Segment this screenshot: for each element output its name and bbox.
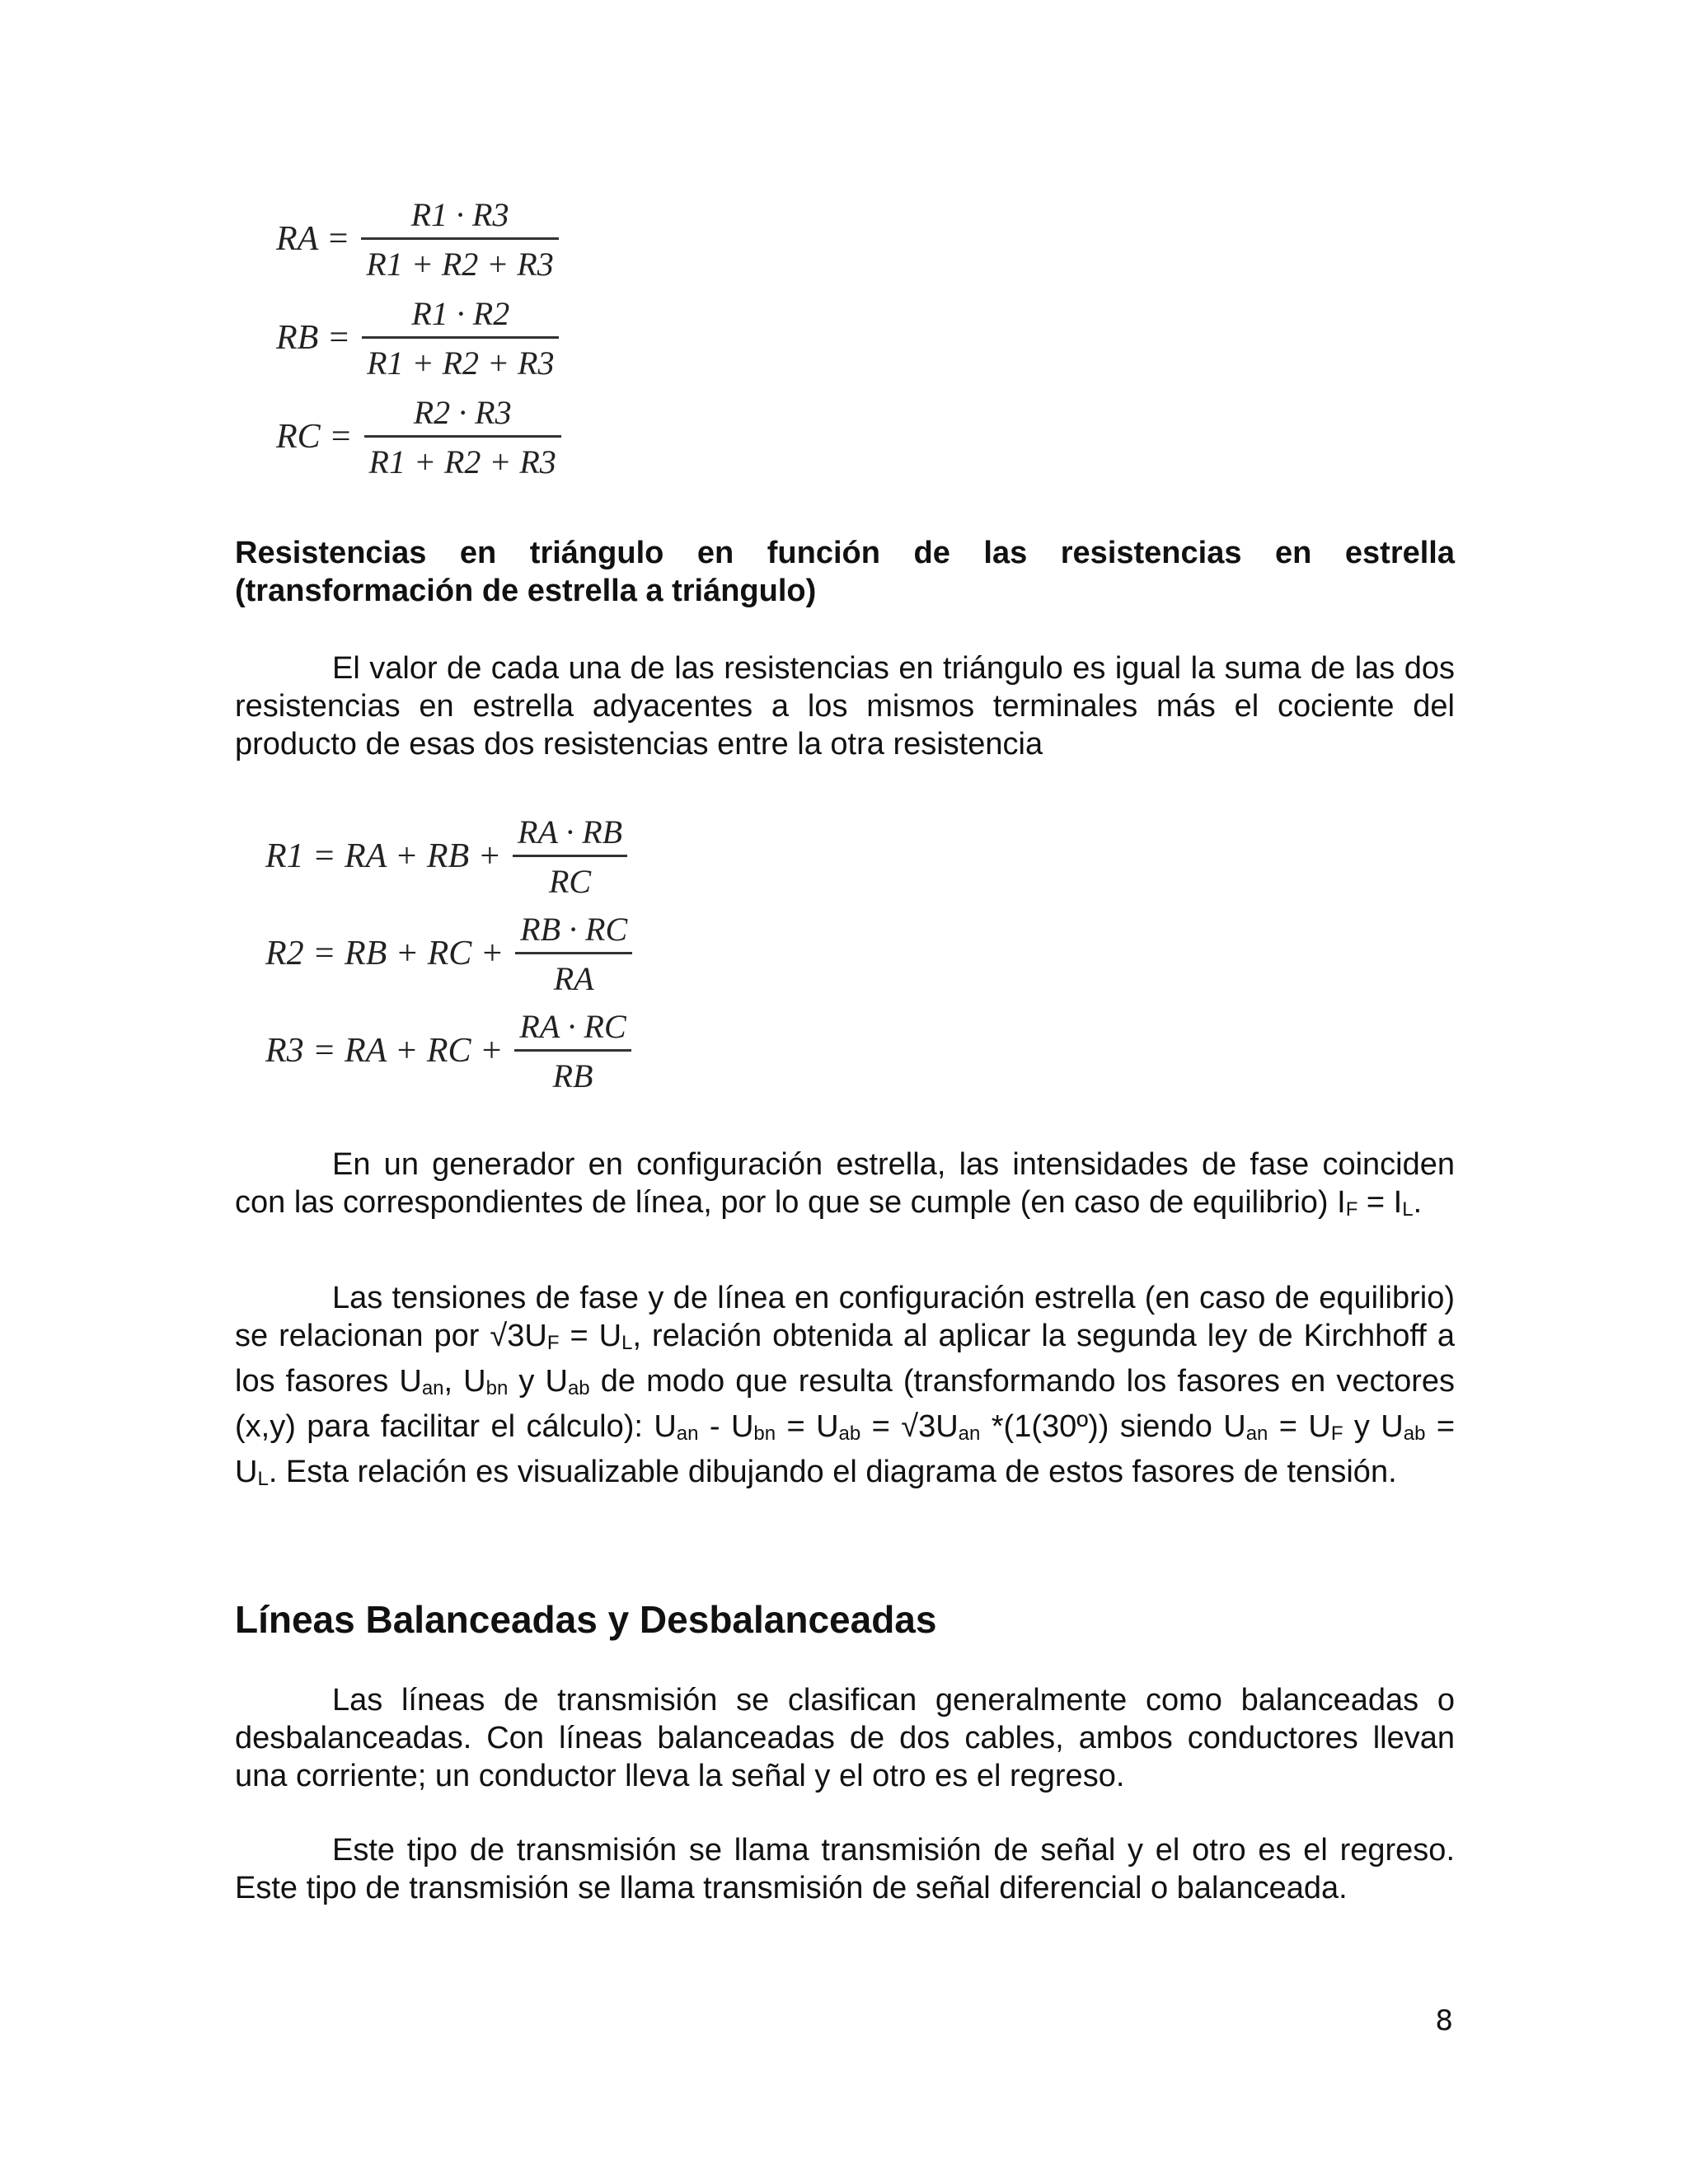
fraction (362, 294, 559, 382)
subscript: F (546, 1332, 560, 1354)
equation-rc (276, 387, 561, 486)
denominator: R1 + R2 + R3 (367, 344, 555, 382)
equation-lhs: R3 = RA + RC + (265, 1032, 504, 1070)
subscript: bn (753, 1422, 776, 1445)
text: *(1(30º)) siendo U (980, 1409, 1246, 1444)
numerator: R1 · R2 (411, 294, 510, 332)
text: = U (1268, 1409, 1331, 1444)
lines-paragraph-2: Este tipo de transmisión se llama transmisión de señal y el otro es el regreso. Este tipo de transmisión se llama transmisión de señal diferencial o balanceada. (235, 1833, 1455, 1905)
numerator: RA · RC (519, 1007, 626, 1045)
denominator: RA (553, 959, 594, 997)
numerator: R2 · R3 (413, 393, 512, 431)
tensions-paragraph (235, 1279, 1455, 1498)
delta-equations (265, 808, 632, 1099)
text: . (1413, 1185, 1423, 1220)
text: = U (559, 1319, 622, 1353)
equation-rb (276, 288, 561, 387)
page-number: 8 (1435, 2004, 1453, 2037)
denominator: RC (548, 862, 592, 900)
equation-r3 (265, 1002, 632, 1099)
subscript: L (257, 1468, 269, 1490)
fraction (515, 910, 632, 998)
subscript: an (1245, 1422, 1268, 1445)
subscript: ab (838, 1422, 861, 1445)
text: = U (235, 1409, 1456, 1489)
text: - U (698, 1409, 754, 1444)
delta-paragraph: El valor de cada una de las resistencias en triángulo es igual la suma de las dos resistencias en estrella adyacentes a los mismos terminales más el cociente del producto de esas dos resistencias entre la otra resistencia (235, 651, 1455, 762)
fraction (513, 813, 627, 901)
text: . Esta relación es visualizable dibujando el diagrama de estos fasores de tensión. (268, 1455, 1397, 1489)
fraction (514, 1007, 631, 1095)
equation-ra (276, 190, 561, 288)
numerator: RA · RB (518, 813, 623, 851)
section-title: Líneas Balanceadas y Desbalanceadas (235, 1598, 937, 1641)
subscript: L (1402, 1198, 1414, 1221)
subscript: F (1345, 1198, 1358, 1221)
star-equations (276, 190, 561, 486)
text: , U (443, 1364, 486, 1399)
delta-heading: Resistencias en triángulo en función de las resistencias en estrella (transformación de estrella a triángulo) (235, 536, 1455, 608)
generator-paragraph (235, 1146, 1455, 1229)
subscript: L (621, 1332, 633, 1354)
subscript: an (958, 1422, 981, 1445)
text: = √3U (860, 1409, 959, 1444)
text: y U (1343, 1409, 1404, 1444)
lines-paragraph-1: Las líneas de transmisión se clasifican generalmente como balanceadas o desbalanceadas. Con líneas balanceadas de dos cables, ambos conductores llevan una corriente; un conductor lleva la señal y el otro es el regreso. (235, 1683, 1455, 1793)
equation-lhs: RB = (276, 319, 351, 357)
denominator: RB (552, 1057, 593, 1094)
numerator: RB · RC (520, 910, 628, 948)
equation-lhs: R1 = RA + RB + (265, 837, 502, 875)
text: Las tensiones de fase y de línea en configuración estrella (en caso de equilibrio) se relacionan por √3U (235, 1281, 1455, 1353)
text: = I (1357, 1185, 1403, 1220)
text: En un generador en configuración estrella, las intensidades de fase coinciden con las correspondientes de línea, por lo que se cumple (en caso de equilibrio) I (235, 1147, 1455, 1220)
equation-lhs: RC = (276, 418, 353, 456)
equation-lhs: RA = (276, 220, 350, 258)
text: , relación obtenida al aplicar la segunda ley de Kirchhoff a los fasores U (235, 1319, 1455, 1399)
subscript: F (1330, 1422, 1343, 1445)
text: = U (776, 1409, 839, 1444)
equation-r1 (265, 808, 632, 905)
subscript: an (421, 1377, 444, 1399)
denominator: R1 + R2 + R3 (368, 443, 556, 480)
fraction (364, 393, 561, 481)
equation-r2 (265, 905, 632, 1002)
subscript: ab (567, 1377, 590, 1399)
subscript: bn (485, 1377, 509, 1399)
fraction (361, 195, 558, 284)
subscript: ab (1403, 1422, 1426, 1445)
equation-lhs: R2 = RB + RC + (265, 935, 504, 972)
text: de modo que resulta (transformando los fasores en vectores (x,y) para facilitar el cálculo): U (235, 1364, 1455, 1444)
numerator: R1 · R3 (410, 195, 509, 233)
text: y U (508, 1364, 568, 1399)
subscript: an (676, 1422, 699, 1445)
denominator: R1 + R2 + R3 (366, 245, 554, 283)
